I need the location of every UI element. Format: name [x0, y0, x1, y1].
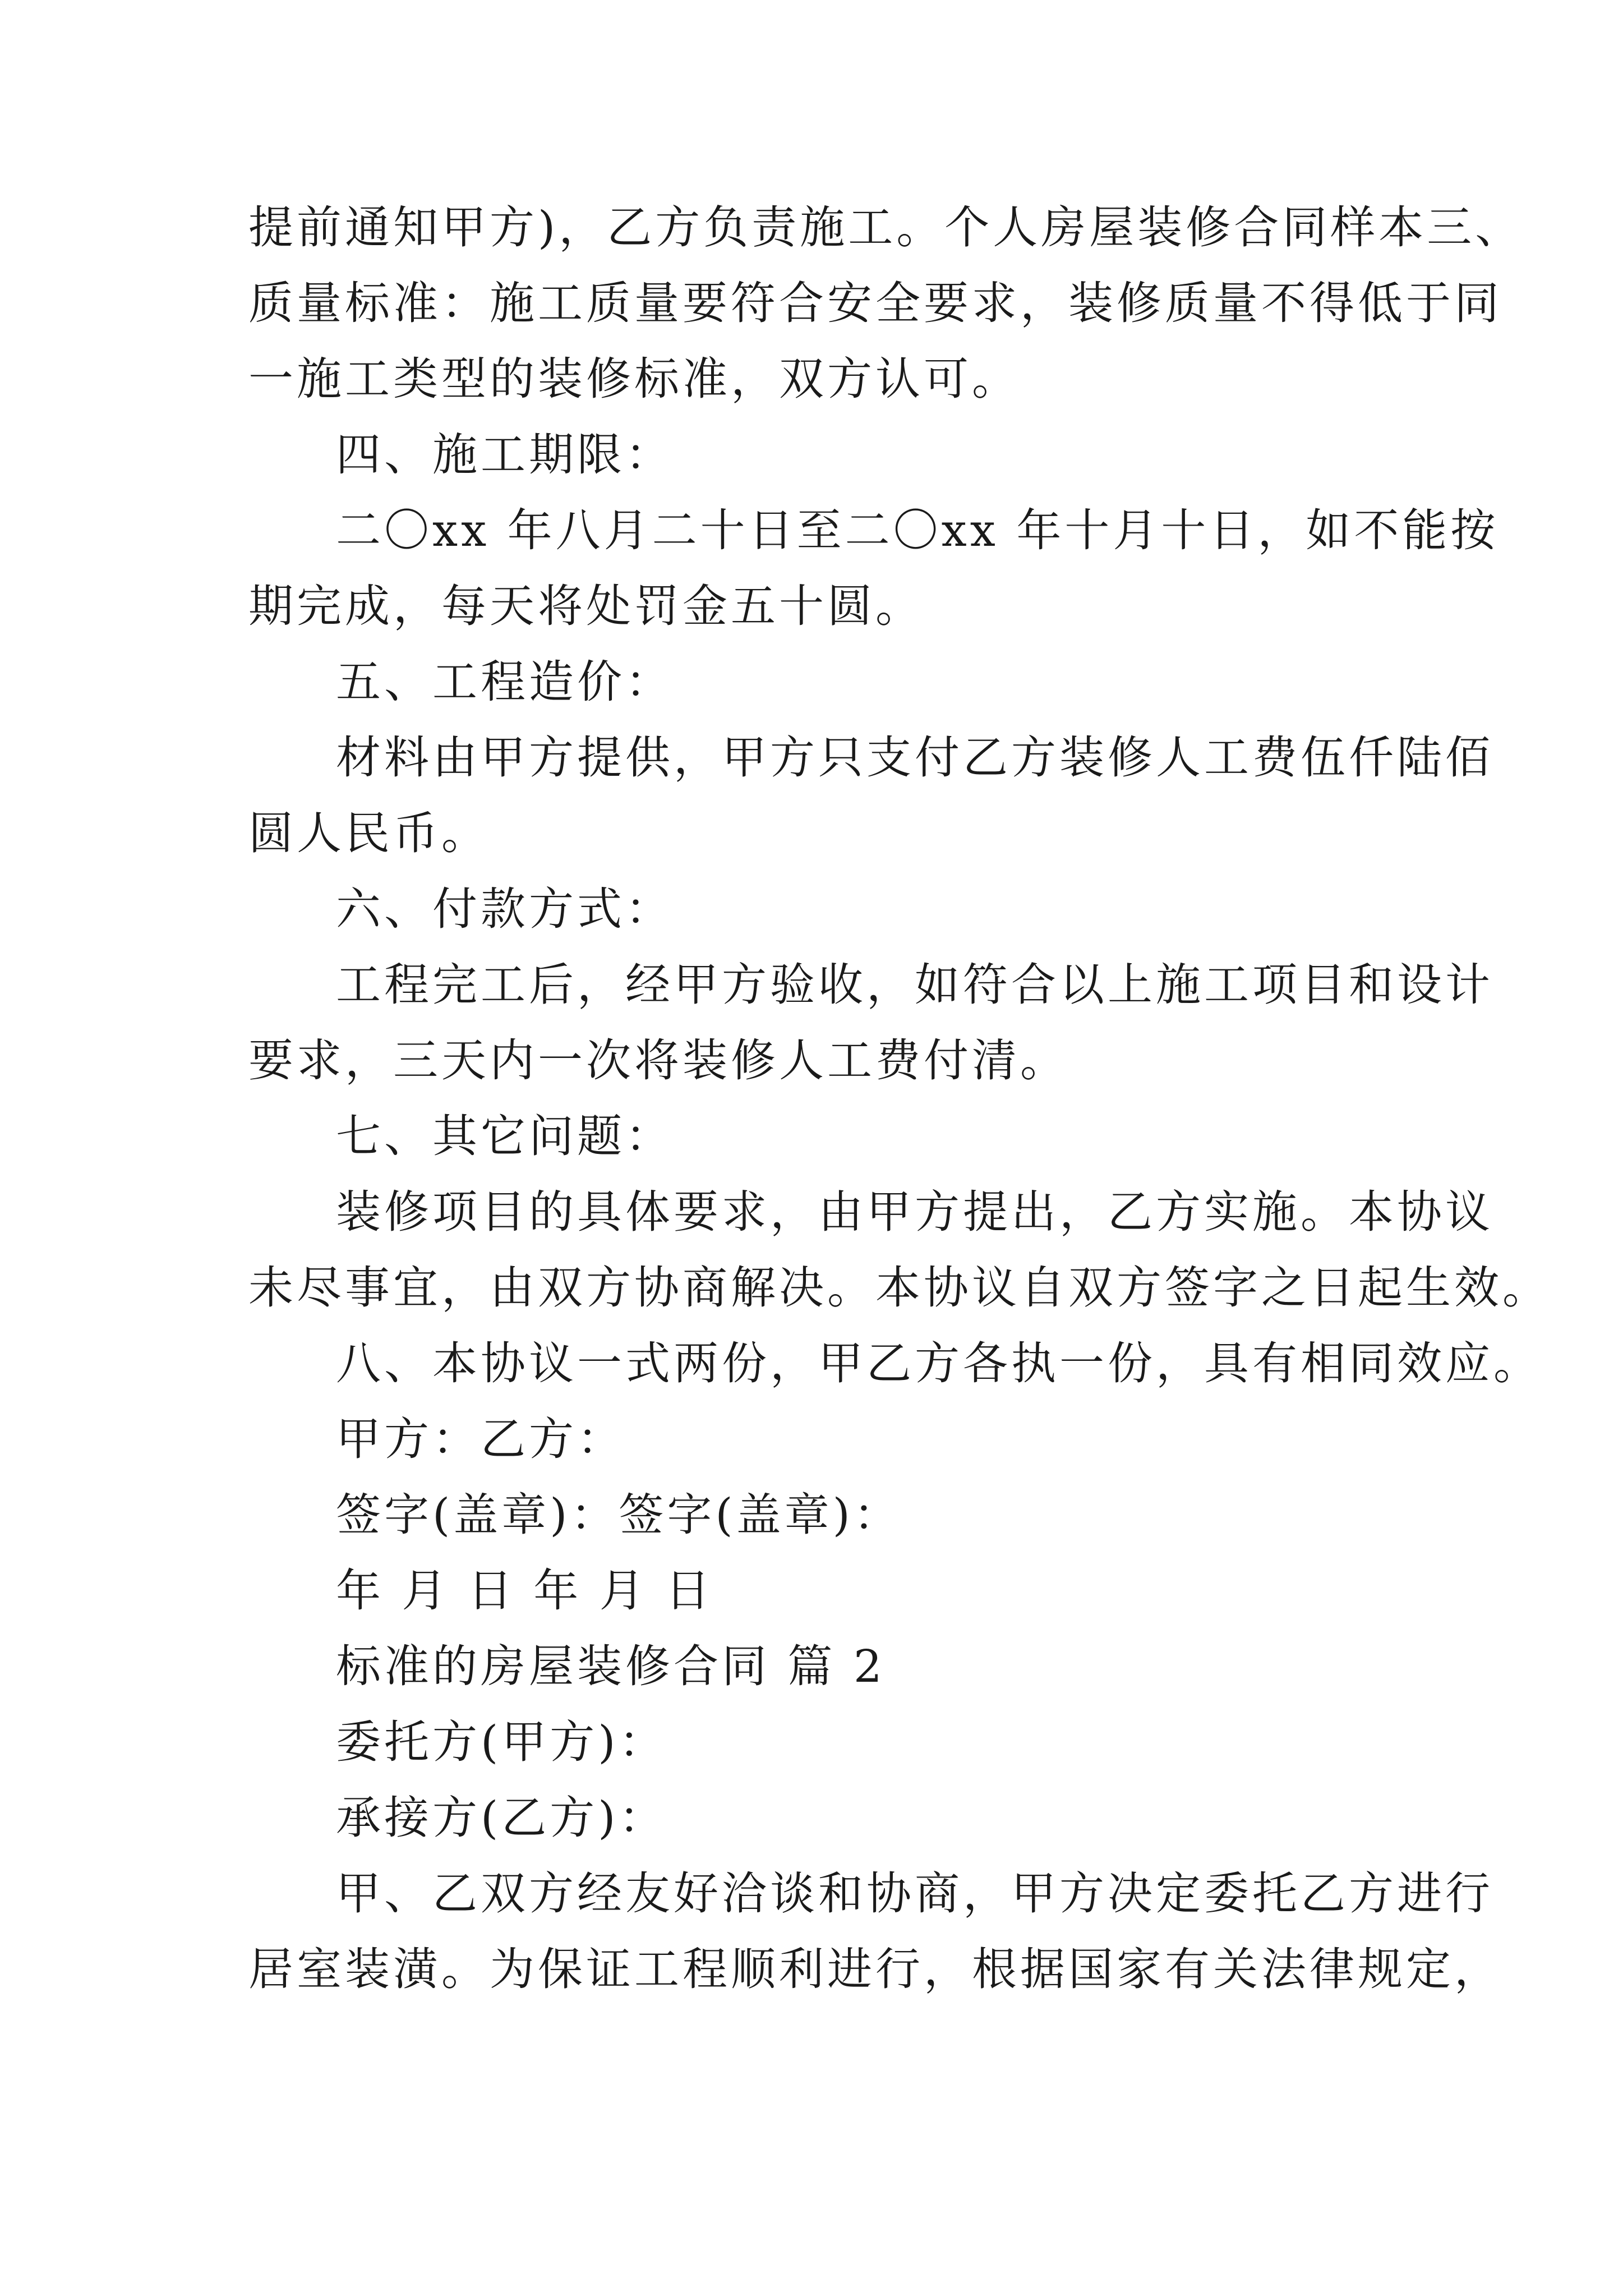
- text-line: 要求，三天内一次将装修人工费付清。: [248, 1034, 1068, 1087]
- text-line: 提前通知甲方)，乙方负责施工。个人房屋装修合同样本三、: [248, 201, 1524, 254]
- text-line: 未尽事宜，由双方协商解决。本协议自双方签字之日起生效。: [248, 1262, 1551, 1314]
- section-heading: 七、其它问题：: [336, 1110, 674, 1162]
- text-line: 圆人民币。: [248, 807, 490, 859]
- contractor-label: 承接方(乙方)：: [336, 1792, 667, 1844]
- text-line: 居室装潢。为保证工程顺利进行，根据国家有关法律规定，: [248, 1943, 1502, 1995]
- date-labels: 年 月 日 年 月 日: [336, 1565, 714, 1617]
- client-label: 委托方(甲方)：: [336, 1716, 667, 1768]
- party-labels: 甲方：乙方：: [336, 1413, 625, 1465]
- text-line: 一施工类型的装修标准，双方认可。: [248, 353, 1020, 405]
- text-line: 质量标准：施工质量要符合安全要求，装修质量不得低于同: [248, 277, 1502, 329]
- text-line: 八、本协议一式两份，甲乙方各执一份，具有相同效应。: [336, 1337, 1542, 1389]
- text-line: 装修项目的具体要求，由甲方提出，乙方实施。本协议: [336, 1186, 1493, 1238]
- signature-labels: 签字(盖章)：签字(盖章)：: [336, 1489, 902, 1541]
- section-heading: 六、付款方式：: [336, 883, 674, 935]
- text-line: 二〇xx 年八月二十日至二〇xx 年十月十日，如不能按: [336, 504, 1499, 556]
- text-line: 材料由甲方提供，甲方只支付乙方装修人工费伍仟陆佰: [336, 731, 1493, 784]
- section-heading: 四、施工期限：: [336, 429, 674, 481]
- contract-title: 标准的房屋装修合同 篇 2: [336, 1640, 886, 1692]
- document-body: [248, 190, 1551, 2007]
- text-line: 甲、乙双方经友好洽谈和协商，甲方决定委托乙方进行: [336, 1867, 1493, 1920]
- section-heading: 五、工程造价：: [336, 656, 674, 708]
- text-line: 期完成，每天将处罚金五十圆。: [248, 580, 924, 632]
- text-line: 工程完工后，经甲方验收，如符合以上施工项目和设计: [336, 959, 1493, 1011]
